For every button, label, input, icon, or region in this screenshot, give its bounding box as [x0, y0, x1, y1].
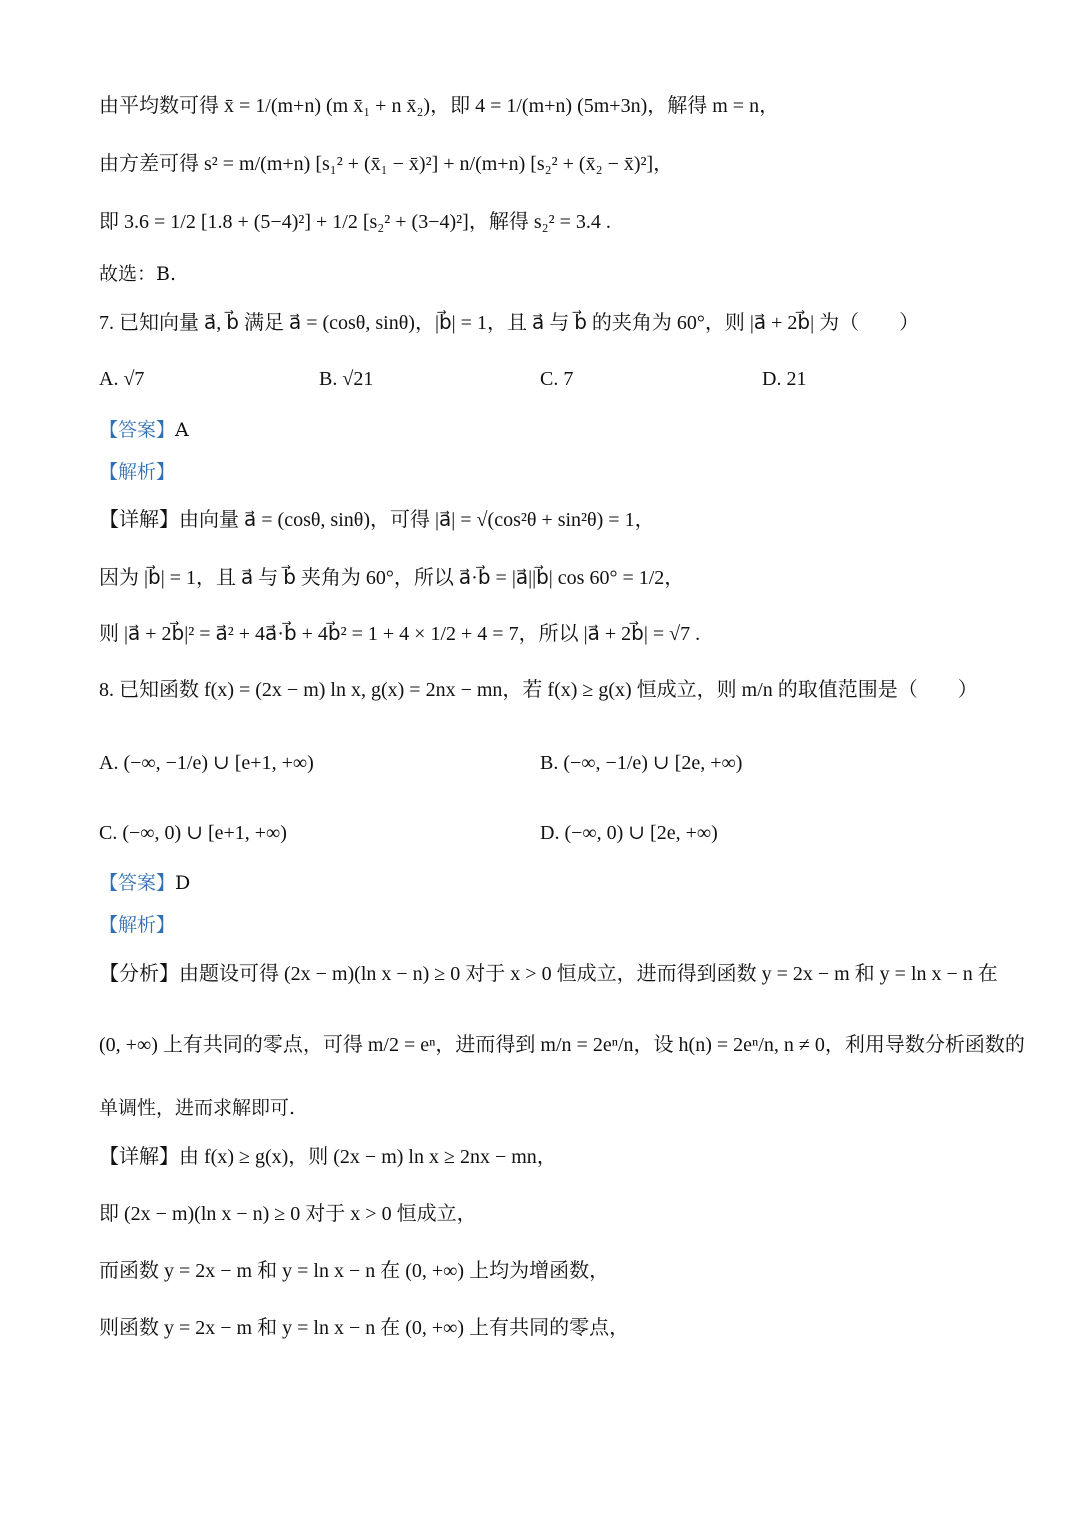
answer-value: D: [175, 872, 191, 894]
q7-detail-line-2: 因为 |b⃗| = 1，且 a⃗ 与 b⃗ 夹角为 60°，所以 a⃗·b⃗ = |a⃗||b⃗| cos 60° = 1/2，: [99, 567, 685, 589]
choice-conclusion: 故选：B.: [99, 263, 177, 285]
derivation-variance: 由方差可得 s² = m/(m+n) [s₁² + (x̄₁ − x̄)²] + n/(m+n) [s₂² + (x̄₂ − x̄)²]，: [99, 153, 674, 175]
q7-analysis-tag: 【解析】: [99, 461, 176, 483]
q8-option-d: D. (−∞, 0) ∪ [2e, +∞): [540, 822, 718, 844]
q8-option-c: C. (−∞, 0) ∪ [e+1, +∞): [99, 822, 287, 844]
fenxi-tag: 【分析】: [99, 963, 179, 985]
q7-detail-line-3: 则 |a⃗ + 2b⃗|² = a⃗² + 4a⃗·b⃗ + 4b⃗² = 1 + 4 × 1/2 + 4 = 7，所以 |a⃗ + 2b⃗| = √7 .: [99, 623, 701, 645]
q8-answer: [99, 872, 984, 895]
q7-option-a: A. √7: [99, 368, 145, 390]
q7-option-c: C. 7: [540, 368, 574, 390]
q8-option-a: A. (−∞, −1/e) ∪ [e+1, +∞): [99, 752, 314, 774]
q8-fenxi-line-3: 单调性，进而求解即可.: [99, 1097, 296, 1119]
answer-tag: 【答案】: [99, 419, 176, 441]
q8-fenxi-line-2: (0, +∞) 上有共同的零点，可得 m/2 = eⁿ，进而得到 m/n = 2eⁿ/n，设 h(n) = 2eⁿ/n, n ≠ 0，利用导数分析函数的: [99, 1034, 1025, 1056]
q7-answer: [99, 419, 984, 442]
q8-analysis-tag: 【解析】: [99, 914, 176, 936]
question-7-stem: 7. 已知向量 a⃗, b⃗ 满足 a⃗ = (cosθ, sinθ)，|b⃗| = 1，且 a⃗ 与 b⃗ 的夹角为 60°，则 |a⃗ + 2b⃗| 为（ ）: [99, 312, 920, 334]
answer-value: A: [175, 419, 189, 441]
q8-detail-line-4: 则函数 y = 2x − m 和 y = ln x − n 在 (0, +∞) 上有共同的零点，: [99, 1317, 630, 1339]
q8-detail-line-2: 即 (2x − m)(ln x − n) ≥ 0 对于 x > 0 恒成立，: [99, 1203, 477, 1225]
detail-tag: 【详解】: [99, 509, 179, 531]
q7-detail-line-1: 【详解】由向量 a⃗ = (cosθ, sinθ)，可得 |a⃗| = √(cos²θ + sin²θ) = 1，: [99, 509, 655, 531]
derivation-solve: 即 3.6 = 1/2 [1.8 + (5−4)²] + 1/2 [s₂² + (3−4)²]，解得 s₂² = 3.4 .: [99, 211, 611, 233]
q8-detail-line-1: 【详解】由 f(x) ≥ g(x)，则 (2x − m) ln x ≥ 2nx − mn，: [99, 1146, 557, 1168]
q8-fenxi-line-1: 【分析】由题设可得 (2x − m)(ln x − n) ≥ 0 对于 x > 0 恒成立，进而得到函数 y = 2x − m 和 y = ln x − n 在: [99, 963, 998, 985]
detail-tag: 【详解】: [99, 1146, 179, 1168]
question-8-stem: 8. 已知函数 f(x) = (2x − m) ln x, g(x) = 2nx − mn，若 f(x) ≥ g(x) 恒成立，则 m/n 的取值范围是（ ）: [99, 679, 978, 701]
q8-option-b: B. (−∞, −1/e) ∪ [2e, +∞): [540, 752, 743, 774]
derivation-mean: 由平均数可得 x̄ = 1/(m+n) (m x̄₁ + n x̄₂)，即 4 = 1/(m+n) (5m+3n)，解得 m = n，: [99, 95, 780, 117]
answer-tag: 【答案】: [99, 872, 176, 894]
q7-option-b: B. √21: [319, 368, 374, 390]
q7-option-d: D. 21: [762, 368, 807, 390]
q8-detail-line-3: 而函数 y = 2x − m 和 y = ln x − n 在 (0, +∞) 上均为增函数，: [99, 1260, 610, 1282]
